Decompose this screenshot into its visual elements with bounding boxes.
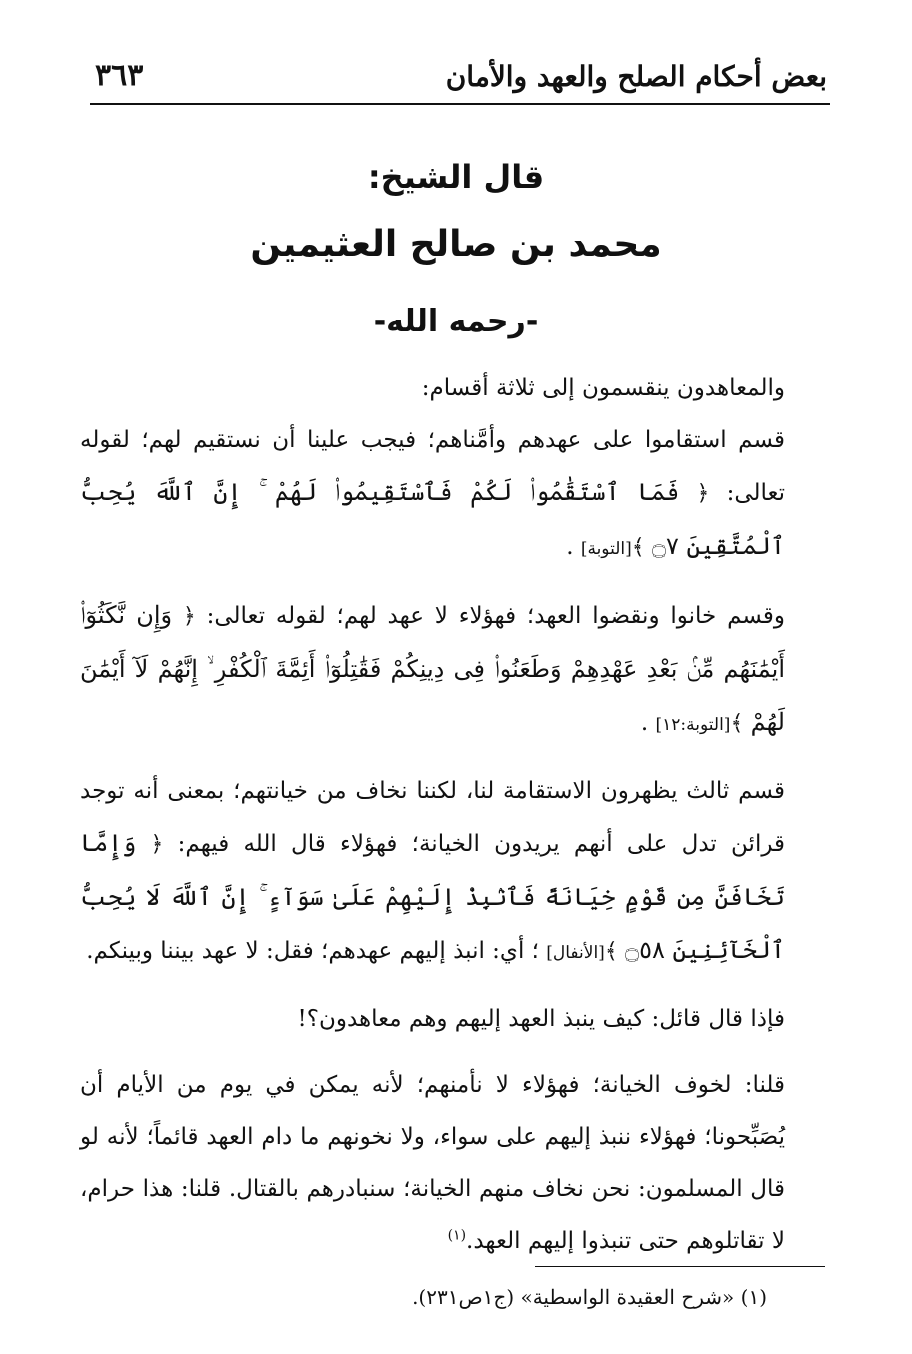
footnote-number: (١) [740, 1285, 767, 1309]
quran-bracket-close: ﴾ [631, 535, 645, 560]
paragraph-category-2: وقسم خانوا ونقضوا العهد؛ فهؤلاء لا عهد لهم؛ لقوله تعالى: ﴿ وَإِن نَّكَثُوٓا۟ أَيْمَٰنَهُم مِّنۢ بَعْدِ عَهْدِهِمْ وَطَعَنُوا۟ فِى دِينِكُمْ فَقَٰتِلُوٓا۟ أَئِمَّةَ ٱلْكُفْرِ ۙ إِنَّهُمْ لَآ أَيْمَٰنَ لَهُمْ ﴾[التوبة:١٢] . [80, 601, 785, 736]
answer-text: قلنا: لخوف الخيانة؛ فهؤلاء لا نأمنهم؛ لأنه يمكن في يوم من الأيام أن يُصَبِّحونا؛ فهؤلاء ننبذ إليهم على سواء، ولا نخونهم ما دام العهد قائماً؛ لأنه لو قال المسلمون: نحن نخاف منهم الخيانة؛ سنبادرهم بالقتال. قلنا: هذا حرام، لا تقاتلوهم حتى تنبذوا إليهم العهد. [80, 1072, 785, 1254]
paragraph-category-1: قسم استقاموا على عهدهم وأمَّناهم؛ فيجب علينا أن نستقيم لهم؛ لقوله تعالى: ﴿ فَمَا ٱسْتَقَٰمُوا۟ لَكُمْ فَٱسْتَقِيمُوا۟ لَهُمْ ۚ إِنَّ ٱللَّهَ يُحِبُّ ٱلْمُتَّقِينَ ۝٧ ﴾[التوبة] . [80, 427, 786, 560]
quran-verse: وَإِن نَّكَثُوٓا۟ أَيْمَٰنَهُم مِّنۢ بَعْدِ عَهْدِهِمْ وَطَعَنُوا۟ فِى دِينِكُمْ فَقَٰتِلُوٓا۟ أَئِمَّةَ ٱلْكُفْرِ ۙ إِنَّهُمْ لَآ أَيْمَٰنَ لَهُمْ [80, 601, 785, 736]
heading-scholar-name: محمد بن صالح العثيمين [250, 224, 662, 265]
paragraph-category-3: قسم ثالث يظهرون الاستقامة لنا، لكننا نخاف من خيانتهم؛ بمعنى أنه توجد قرائن تدل على أنهم يريدون الخيانة؛ فهؤلاء قال الله فيهم: ﴿ وَإِمَّا تَخَافَنَّ مِن قَوْمٍ خِيَانَةً فَٱنۢبِذْ إِلَيْهِمْ عَلَىٰ سَوَآءٍ ۚ إِنَّ ٱللَّهَ لَا يُحِبُّ ٱلْخَآئِنِينَ ۝٥٨ ﴾[الأنفال] ؛ أي: انبذ إليهم عهدهم؛ فقل: لا عهد بيننا وبينكم. [80, 778, 786, 964]
explanation-text: أي: انبذ إليهم عهدهم؛ فقل: لا عهد بيننا وبينكم. [86, 938, 525, 964]
running-header-title: بعض أحكام الصلح والعهد والأمان [445, 60, 827, 93]
surah-reference: [الأنفال] [546, 943, 605, 963]
quran-verse: فَمَا ٱسْتَقَٰمُوا۟ لَكُمْ فَٱسْتَقِيمُوا۟ لَهُمْ ۚ إِنَّ ٱللَّهَ يُحِبُّ ٱلْمُتَّقِينَ ۝٧ [80, 478, 785, 560]
page-number: ٣٦٣ [95, 58, 144, 93]
surah-reference: [التوبة] [580, 539, 632, 559]
heading-said: قال الشيخ: [367, 158, 545, 196]
footnote [167, 1285, 767, 1309]
footnote-divider [535, 1266, 825, 1267]
footnote-text: «شرح العقيدة الواسطية» (ج١ص٢٣١). [412, 1285, 735, 1309]
quran-bracket-open: ﴿ [696, 481, 710, 506]
surah-reference: [التوبة:١٢] [655, 715, 731, 735]
category-2-text: وقسم خانوا ونقضوا العهد؛ فهؤلاء لا عهد لهم؛ لقوله تعالى: [206, 603, 785, 629]
paragraph-question: فإذا قال قائل: كيف ينبذ العهد إليهم وهم معاهدون؟! [297, 1006, 785, 1032]
quran-bracket-close: ﴾ [730, 711, 744, 736]
header-divider [90, 103, 830, 105]
category-3-text: قسم ثالث يظهرون الاستقامة لنا، لكننا نخاف من خيانتهم؛ بمعنى أنه توجد قرائن تدل على أنهم يريدون الخيانة؛ فهؤلاء قال الله فيهم: [80, 778, 786, 857]
footnote-marker: (١) [447, 1227, 467, 1244]
paragraph-intro: والمعاهدون ينقسمون إلى ثلاثة أقسام: [421, 375, 785, 401]
category-1-text: قسم استقاموا على عهدهم وأمَّناهم؛ فيجب علينا أن نستقيم لهم؛ لقوله تعالى: [80, 427, 786, 506]
paragraph-answer [80, 1059, 825, 1267]
quran-verse: وَإِمَّا تَخَافَنَّ مِن قَوْمٍ خِيَانَةً فَٱنۢبِذْ إِلَيْهِمْ عَلَىٰ سَوَآءٍ ۚ إِنَّ ٱللَّهَ لَا يُحِبُّ ٱلْخَآئِنِينَ ۝٥٨ [80, 829, 785, 964]
quran-bracket-open: ﴿ [182, 604, 196, 629]
quran-bracket-close: ﴾ [604, 939, 618, 964]
heading-mercy: -رحمه الله- [373, 304, 539, 339]
body-text [80, 362, 825, 1267]
quran-bracket-open: ﴿ [150, 832, 164, 857]
